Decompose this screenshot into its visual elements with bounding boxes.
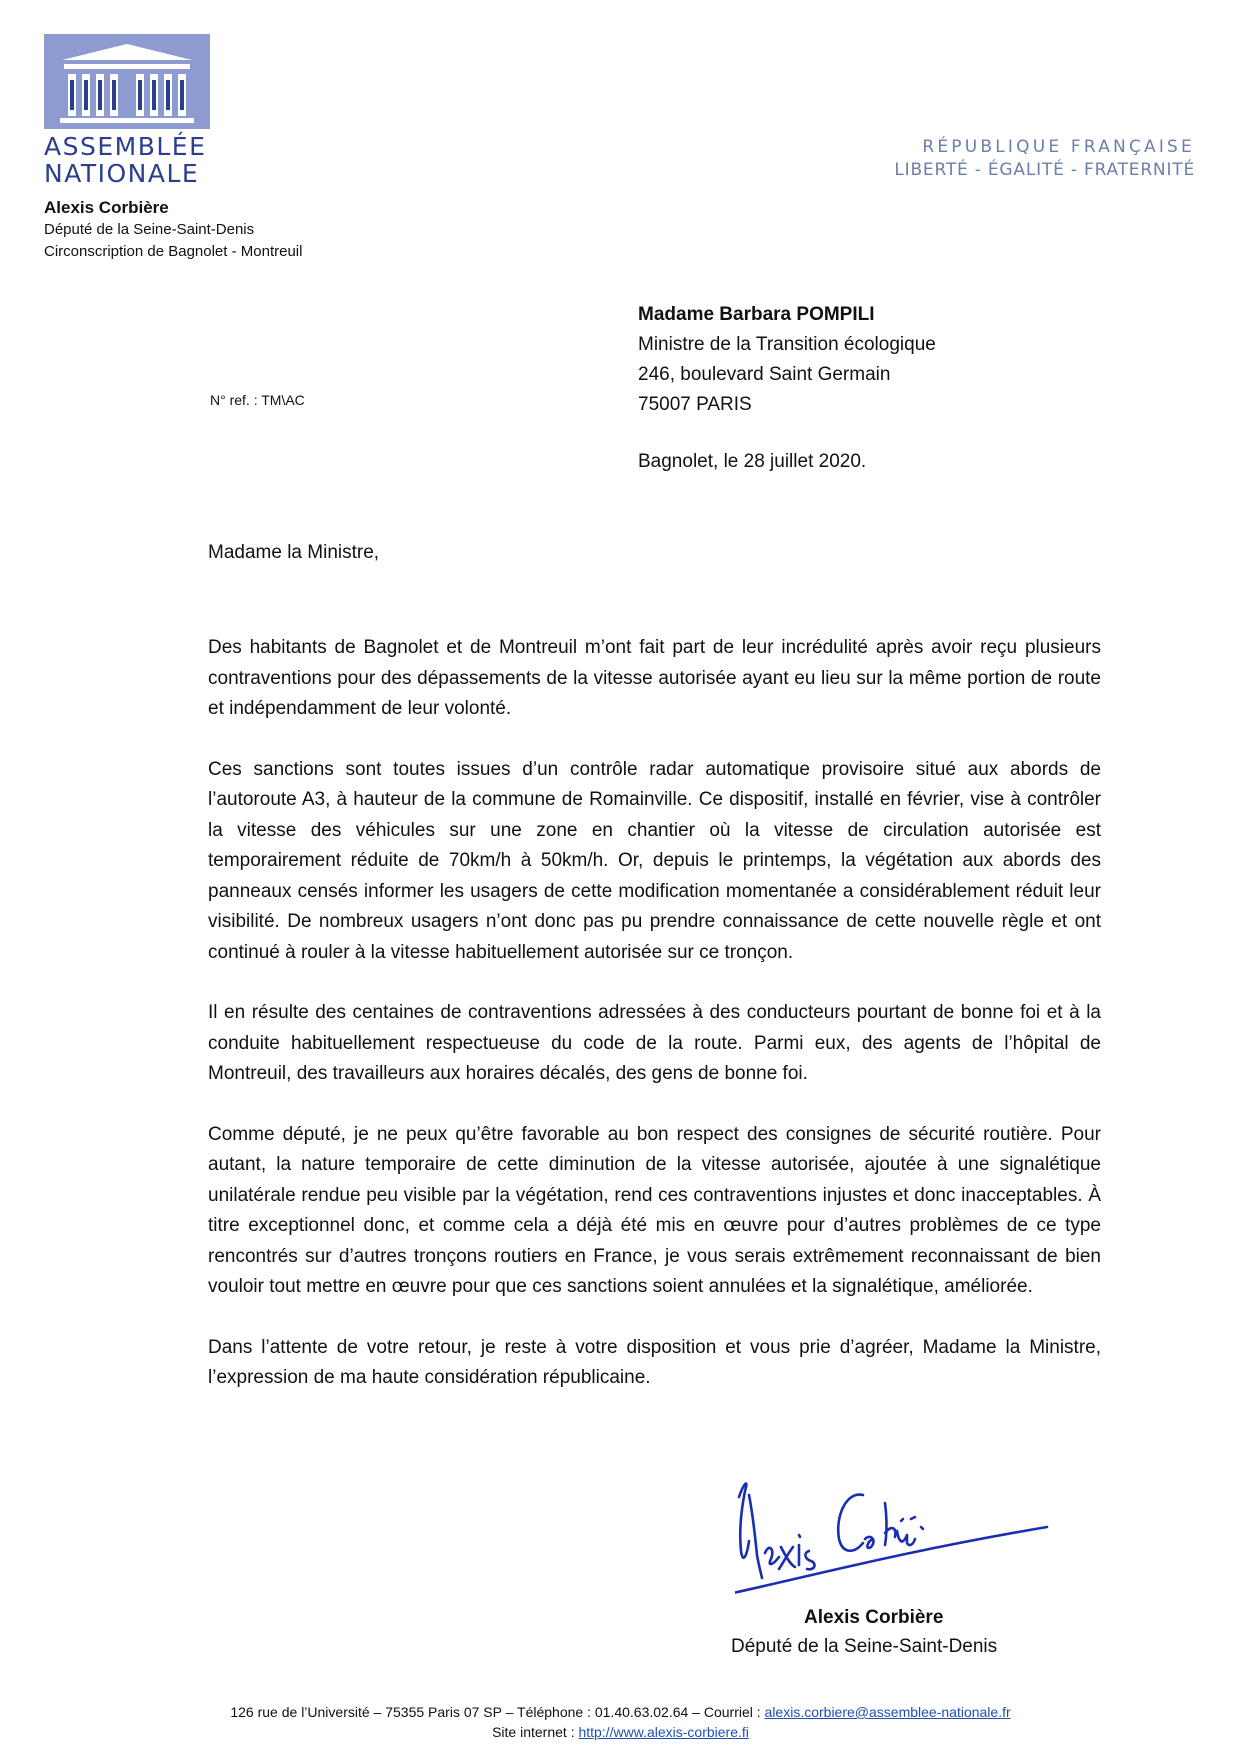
sender-district: Circonscription de Bagnolet - Montreuil: [44, 243, 303, 260]
paragraph: Des habitants de Bagnolet et de Montreuil m’ont fait part de leur incrédulité après avoir reçu plusieurs contraventions pour des dépassements de la vitesse autorisée ayant eu lieu sur la même portion de route et indépendamment de leur volonté.: [208, 637, 1101, 719]
logo-line-assemblee: ASSEMBLÉE: [44, 132, 207, 161]
recipient-street: 246, boulevard Saint Germain: [638, 364, 891, 385]
paragraph: Dans l’attente de votre retour, je reste à votre disposition et vous prie d’agréer, Madame la Ministre, l’expression de ma haute considération républicaine.: [208, 1336, 1101, 1388]
paragraph: Il en résulte des centaines de contraventions adressées à des conducteurs pourtant de bonne foi et à la conduite habituellement respectueuse du code de la route. Parmi eux, des agents de l’hôpital de Montreuil, des travailleurs aux horaires décalés, des gens de bonne foi.: [208, 1002, 1101, 1084]
republique-francaise-mark: [894, 135, 1195, 181]
footer-address: 126 rue de l’Université – 75355 Paris 07 SP – Téléphone : 01.40.63.02.64 – Courriel :: [230, 1704, 765, 1720]
sender-title: Député de la Seine-Saint-Denis: [44, 221, 255, 238]
hemicycle-seal-icon: [44, 34, 210, 129]
recipient-city: 75007 PARIS: [638, 394, 752, 415]
recipient-address: [638, 300, 936, 420]
letter-body: [208, 633, 1101, 1424]
site-label: Site internet :: [492, 1724, 579, 1740]
recipient-title: Ministre de la Transition écologique: [638, 334, 936, 355]
sender-block: [44, 197, 302, 263]
reference-number: N° ref. : TM\AC: [210, 392, 305, 408]
sender-name: Alexis Corbière: [44, 198, 169, 217]
signatory-title: Député de la Seine-Saint-Denis: [731, 1636, 998, 1657]
email-link[interactable]: alexis.corbiere@assemblee-nationale.fr: [764, 1704, 1011, 1720]
assemblee-nationale-logo: [44, 34, 214, 187]
signatory-name: Alexis Corbière: [804, 1607, 944, 1628]
recipient-name: Madame Barbara POMPILI: [638, 304, 875, 325]
handwritten-signature: [735, 1455, 1055, 1605]
salutation: Madame la Ministre,: [208, 542, 380, 563]
footer: [0, 1702, 1241, 1742]
paragraph: Comme député, je ne peux qu’être favorable au bon respect des consignes de sécurité routière. Pour autant, la nature temporaire de cette diminution de la vitesse autorisée, ajoutée à une signalétique unilatérale rendue peu visible par la végétation, rend ces contraventions injustes et donc inacceptables. À titre exceptionnel donc, et comme cela a déjà été mis en œuvre pour d’autres problèmes de ce type rencontrés sur d’autres tronçons routiers en France, je vous serais extrêmement reconnaissant de bien vouloir tout mettre en œuvre pour que ces sanctions soient annulées et la signalétique, améliorée.: [208, 1123, 1101, 1297]
republique-line: RÉPUBLIQUE FRANÇAISE: [922, 137, 1195, 157]
letter-date: Bagnolet, le 28 juillet 2020.: [638, 451, 867, 472]
logo-line-nationale: NATIONALE: [44, 159, 200, 188]
footer-address-line: [0, 1702, 1241, 1722]
footer-site-line: [0, 1722, 1241, 1742]
paragraph: Ces sanctions sont toutes issues d’un contrôle radar automatique provisoire situé aux abords de l’autoroute A3, à hauteur de la commune de Romainville. Ce dispositif, installé en février, vise à contrôler la vitesse des véhicules sur une zone en chantier où la vitesse de circulation autorisée est temporairement réduite de 70km/h à 50km/h. Or, depuis le printemps, la végétation aux abords des panneaux censés informer les usagers de cette modification momentanée a considérablement réduit leur visibilité. De nombreux usagers n’ont donc pas pu prendre connaissance de cette nouvelle règle et ont continué à rouler à la vitesse habituellement autorisée sur ce tronçon.: [208, 758, 1101, 963]
website-link[interactable]: http://www.alexis-corbiere.fi: [578, 1724, 749, 1740]
devise-line: LIBERTÉ - ÉGALITÉ - FRATERNITÉ: [894, 160, 1195, 180]
